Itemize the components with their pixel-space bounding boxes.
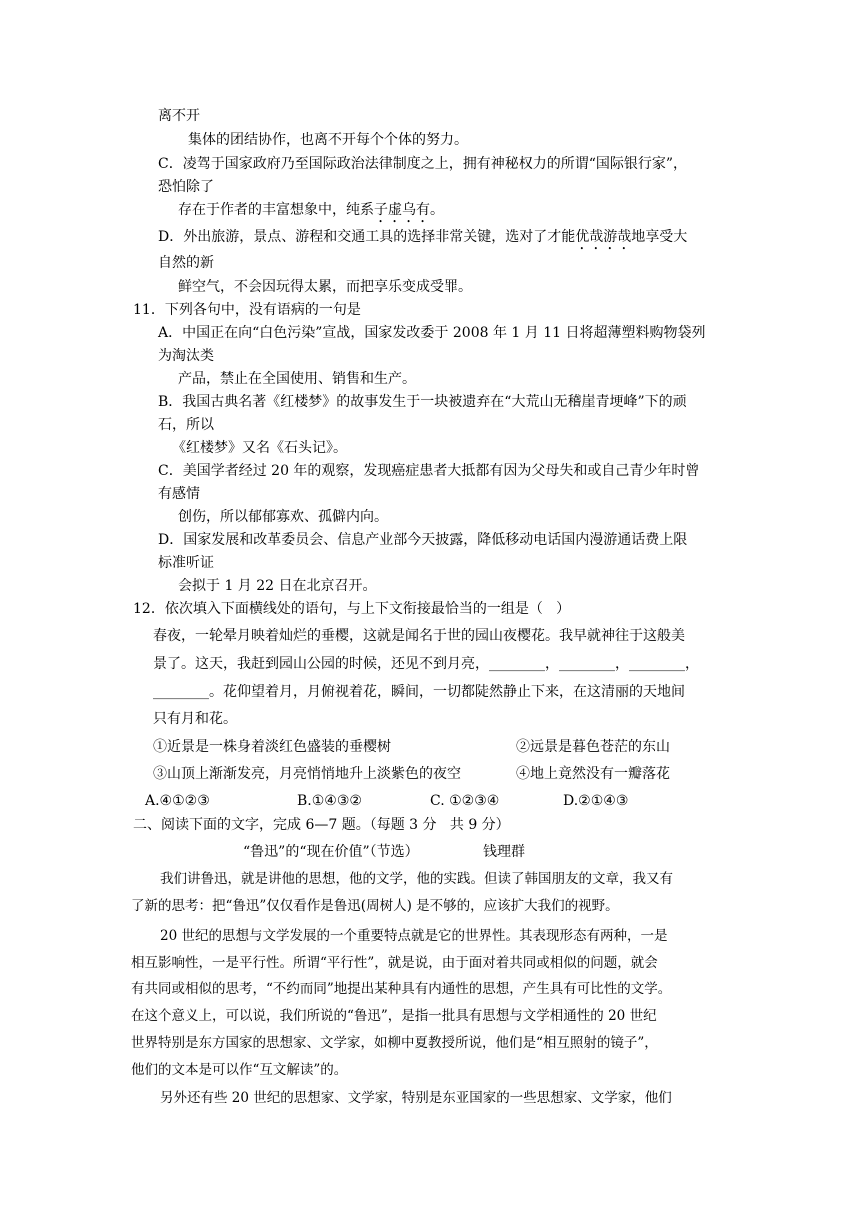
q12-passage-line-1: 春夜，一轮晕月映着灿烂的垂樱，这就是闻名于世的园山夜樱花。我早就神往于这般美 bbox=[153, 628, 685, 644]
q11-option-b-line-1: B．我国古典名著《红楼梦》的故事发生于一块被遗弃在“大荒山无稽崖青埂峰”下的顽 bbox=[158, 394, 687, 410]
q12-sentence-1: ①近景是一株身着淡红色盛装的垂樱树 bbox=[153, 739, 391, 755]
q11-option-b-line-2: 石，所以 bbox=[158, 417, 214, 433]
q11-option-a-line-2: 为淘汰类 bbox=[158, 348, 214, 364]
q10-option-d-line-2: 自然的新 bbox=[158, 255, 214, 271]
passage-para-2-line-2: 相互影响性，一是平行性。所谓“平行性”，就是说，由于面对着共同或相似的问题，就会 bbox=[131, 955, 658, 971]
q12-sentence-4: ④地上竟然没有一瓣落花 bbox=[516, 766, 670, 782]
passage-para-2-line-1: 20 世纪的思想与文学发展的一个重要特点就是它的世界性。其表现形态有两种，一是 bbox=[160, 928, 668, 944]
passage-title: “鲁迅”的“现在价值”（节选） bbox=[243, 844, 419, 860]
passage-author: 钱理群 bbox=[483, 844, 525, 860]
section-2-header: 二、阅读下面的文字，完成 6—7 题。（每题 3 分 共 9 分） bbox=[133, 817, 510, 833]
q11-option-b-line-3: 《红楼梦》又名《石头记》。 bbox=[172, 440, 347, 456]
q12-choice-a: A.④①②③ bbox=[145, 793, 210, 809]
emphasized-idiom: 优哉游哉 bbox=[575, 229, 632, 245]
q11-option-a-line-1: A．中国正在向“白色污染”宣战，国家发改委于 2008 年 1 月 11 日将超薄塑料购物袋列 bbox=[158, 325, 706, 341]
passage-para-2-line-5: 世界特别是东方国家的思想家、文学家，如柳中夏教授所说，他们是“相互照射的镜子”， bbox=[131, 1035, 658, 1051]
q11-option-c-line-2: 有感情 bbox=[158, 486, 200, 502]
passage-para-3-line-1: 另外还有些 20 世纪的思想家、文学家，特别是东亚国家的一些思想家、文学家，他们 bbox=[160, 1090, 672, 1106]
q12-choice-d: D.②①④③ bbox=[563, 793, 629, 809]
q12-passage-line-3: ________。花仰望着月，月俯视着花，瞬间，一切都陡然静止下来，在这清丽的天地间 bbox=[153, 684, 685, 700]
q10-option-d-line-1: D．外出旅游，景点、游程和交通工具的选择非常关键，选对了才能优哉游哉地享受大 bbox=[158, 229, 688, 245]
passage-para-2-line-3: 有共同或相似的思考，“不约而同”地提出某种具有内通性的思想，产生具有可比性的文学。 bbox=[131, 981, 672, 997]
q12-passage-line-4: 只有月和花。 bbox=[153, 711, 237, 727]
q11-option-d-line-3: 会拟于 1 月 22 日在北京召开。 bbox=[178, 578, 377, 594]
passage-para-2-line-6: 他们的文本是可以作“互文解读”的。 bbox=[131, 1062, 348, 1078]
q10-option-d-line-3: 鲜空气，不会因玩得太累，而把享乐变成受罪。 bbox=[178, 279, 472, 295]
q12-sentence-2: ②远景是暮色苍茫的东山 bbox=[516, 739, 670, 755]
q10-b-tail-2: 集体的团结协作，也离不开每个个体的努力。 bbox=[188, 132, 468, 148]
q11-stem: 11．下列各句中，没有语病的一句是 bbox=[133, 302, 361, 318]
q11-option-c-line-1: C．美国学者经过 20 年的观察，发现癌症患者大抵都有因为父母失和或自己青少年时曾 bbox=[158, 463, 700, 479]
passage-para-1-line-2: 了新的思考：把“鲁迅”仅仅看作是鲁迅(周树人) 是不够的，应该扩大我们的视野。 bbox=[131, 898, 619, 914]
q11-option-a-line-3: 产品，禁止在全国使用、销售和生产。 bbox=[178, 371, 416, 387]
q12-passage-line-2: 景了。这天，我赶到园山公园的时候，还见不到月亮，________，________，________， bbox=[153, 656, 699, 672]
q10-option-c-line-1: C．凌驾于国家政府乃至国际政治法律制度之上，拥有神秘权力的所谓“国际银行家”， bbox=[158, 156, 688, 172]
passage-para-2-line-4: 在这个意义上，可以说，我们所说的“鲁迅”，是指一批具有思想与文学相通性的 20 世纪 bbox=[131, 1008, 657, 1024]
q11-option-d-line-2: 标准听证 bbox=[158, 555, 214, 571]
q12-choice-b: B.①④③② bbox=[297, 793, 362, 809]
q10-option-c-line-3: 存在于作者的丰富想象中，纯系子虚乌有。 bbox=[178, 202, 444, 218]
q11-option-c-line-3: 创伤，所以郁郁寡欢、孤僻内向。 bbox=[178, 509, 388, 525]
q10-option-c-line-2: 恐怕除了 bbox=[158, 179, 214, 195]
q10-b-tail-1: 离不开 bbox=[158, 108, 200, 124]
emphasized-idiom: 子虚乌有 bbox=[374, 202, 430, 218]
q12-sentence-3: ③山顶上渐渐发亮，月亮悄悄地升上淡紫色的夜空 bbox=[153, 766, 461, 782]
passage-para-1-line-1: 我们讲鲁迅，就是讲他的思想，他的文学，他的实践。但读了韩国朋友的文章，我又有 bbox=[160, 871, 673, 887]
q12-stem: 12．依次填入下面横线处的语句，与上下文衔接最恰当的一组是（ ） bbox=[133, 601, 571, 617]
q11-option-d-line-1: D．国家发展和改革委员会、信息产业部今天披露，降低移动电话国内漫游通话费上限 bbox=[158, 532, 688, 548]
q12-choice-c: C. ①②③④ bbox=[430, 793, 500, 809]
